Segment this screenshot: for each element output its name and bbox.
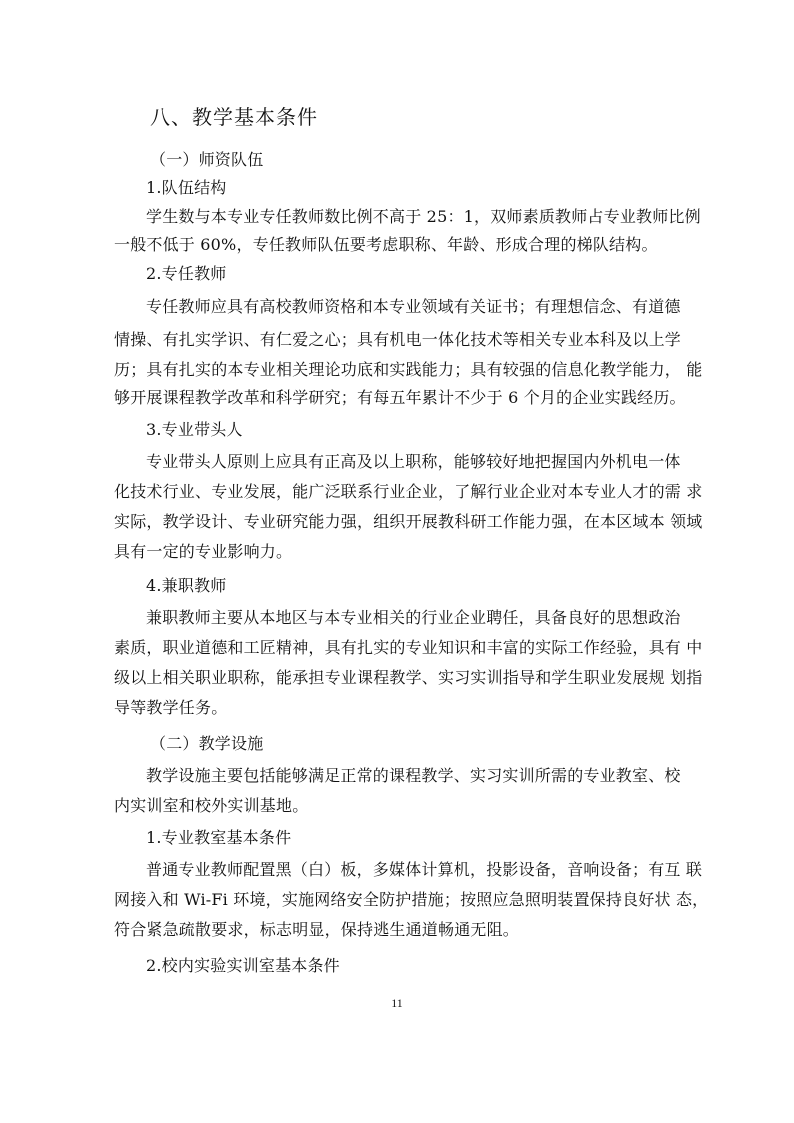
paragraph-line: 普通专业教师配置黑（白）板，多媒体计算机，投影设备，音响设备；有互 联	[146, 860, 703, 879]
paragraph-line: 情操、有扎实学识、有仁爱之心；具有机电一体化技术等相关专业本科及以上学	[114, 330, 682, 349]
section-heading-faculty: （一）师资队伍	[150, 150, 264, 169]
subsection-heading-lab-conditions: 2.校内实验实训室基本条件	[146, 956, 340, 975]
paragraph-line: 导等教学任务。	[114, 698, 228, 717]
subsection-heading-full-time-teachers: 2.专任教师	[146, 264, 227, 283]
paragraph-line: 具有一定的专业影响力。	[114, 542, 293, 561]
chapter-title: 八、教学基本条件	[150, 105, 318, 129]
paragraph-line: 内实训室和校外实训基地。	[114, 796, 309, 815]
paragraph-line: 历；具有扎实的本专业相关理论功底和实践能力；具有较强的信息化教学能力， 能	[114, 360, 703, 379]
subsection-heading-part-time-teachers: 4.兼职教师	[146, 576, 227, 595]
subsection-heading-team-structure: 1.队伍结构	[146, 178, 227, 197]
paragraph-line: 兼职教师主要从本地区与本专业相关的行业企业聘任，具备良好的思想政治	[146, 608, 681, 627]
section-heading-teaching-facilities: （二）教学设施	[150, 734, 264, 753]
paragraph-line: 专任教师应具有高校教师资格和本专业领域有关证书；有理想信念、有道德	[146, 297, 681, 316]
paragraph-line: 素质，职业道德和工匠精神，具有扎实的专业知识和丰富的实际工作经验，具有 中	[114, 638, 703, 657]
paragraph-line: 够开展课程教学改革和科学研究；有每五年累计不少于 6 个月的企业实践经历。	[114, 388, 686, 407]
page-number: 11	[391, 996, 403, 1010]
subsection-heading-program-leader: 3.专业带头人	[146, 420, 243, 439]
subsection-heading-classroom-conditions: 1.专业教室基本条件	[146, 828, 292, 847]
paragraph-line: 网接入和 Wi-Fi 环境，实施网络安全防护措施；按照应急照明装置保持良好状 态，	[114, 890, 709, 909]
paragraph-line: 专业带头人原则上应具有正高及以上职称，能够较好地把握国内外机电一体	[146, 452, 681, 471]
paragraph-line: 化技术行业、专业发展，能广泛联系行业企业，了解行业企业对本专业人才的需 求	[114, 482, 703, 501]
paragraph-line: 一般不低于 60%，专任教师队伍要考虑职称、年龄、形成合理的梯队结构。	[114, 235, 658, 254]
paragraph-line: 符合紧急疏散要求，标志明显，保持逃生通道畅通无阻。	[114, 920, 520, 939]
paragraph-line: 教学设施主要包括能够满足正常的课程教学、实习实训所需的专业教室、校	[146, 766, 681, 785]
paragraph-line: 实际，教学设计、专业研究能力强，组织开展教科研工作能力强，在本区域本 领域	[114, 512, 703, 531]
paragraph-line: 学生数与本专业专任教师数比例不高于 25：1，双师素质教师占专业教师比例	[146, 207, 701, 226]
paragraph-line: 级以上相关职业职称，能承担专业课程教学、实习实训指导和学生职业发展规 划指	[114, 668, 703, 687]
